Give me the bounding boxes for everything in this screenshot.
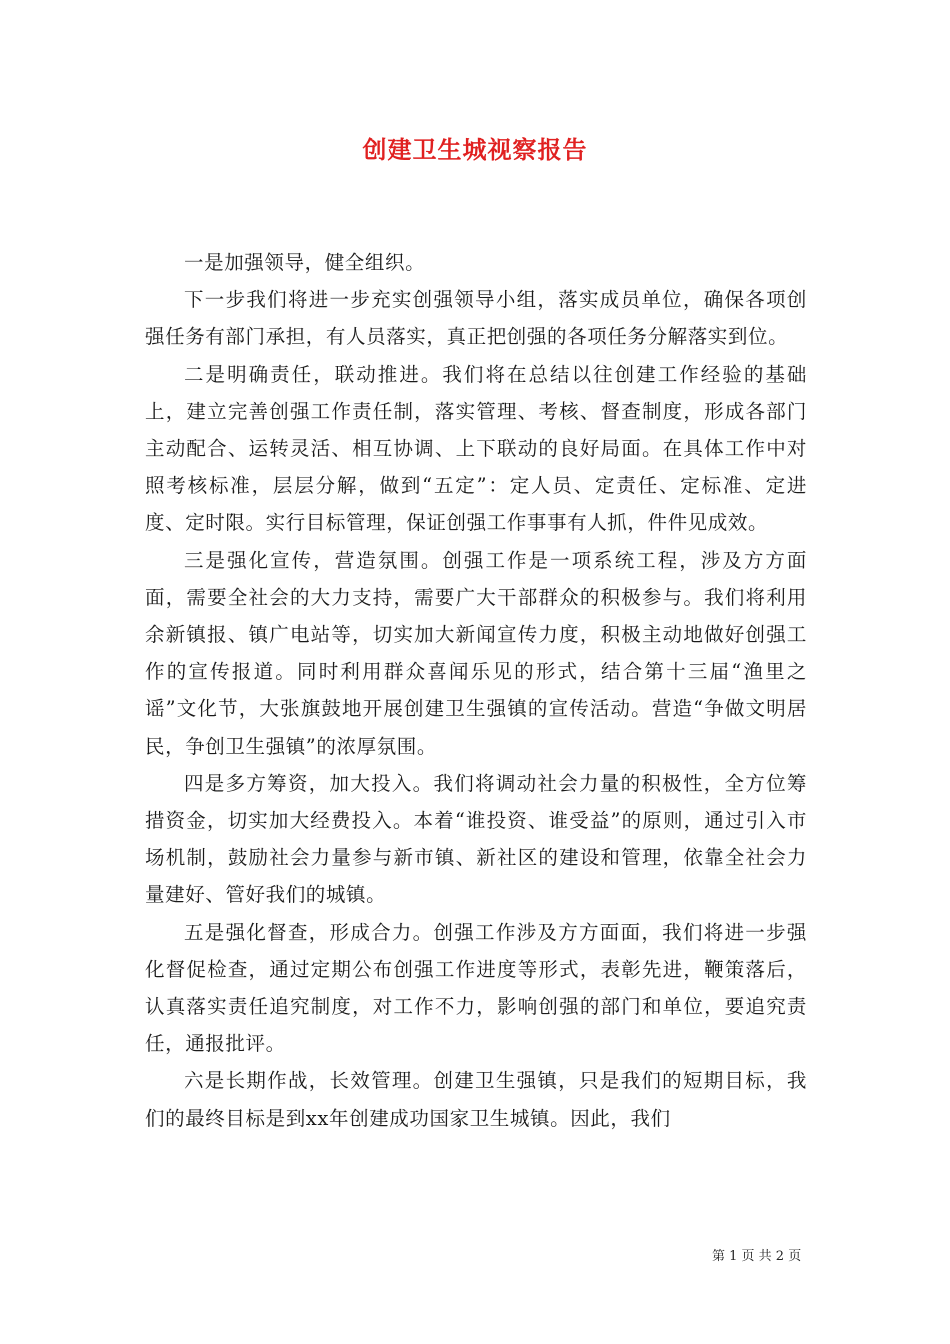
document-body [145, 244, 807, 1137]
paragraph-7: 六是长期作战，长效管理。创建卫生强镇，只是我们的短期目标，我们的最终目标是到xx年创建成功国家卫生城镇。因此，我们 [145, 1069, 807, 1130]
paragraph-6: 五是强化督查，形成合力。创强工作涉及方方面面，我们将进一步强化督促检查，通过定期公布创强工作进度等形式，表彰先进，鞭策落后，认真落实责任追究制度，对工作不力，影响创强的部门和单位，要追究责任，通报批评。 [145, 920, 807, 1056]
paragraph-2: 下一步我们将进一步充实创强领导小组，落实成员单位，确保各项创强任务有部门承担，有人员落实，真正把创强的各项任务分解落实到位。 [145, 288, 807, 349]
document-title: 创建卫生城视察报告 [362, 135, 588, 164]
paragraph-5: 四是多方筹资，加大投入。我们将调动社会力量的积极性，全方位筹措资金，切实加大经费投入。本着“谁投资、谁受益”的原则，通过引入市场机制，鼓励社会力量参与新市镇、新社区的建设和管理，依靠全社会力量建好、管好我们的城镇。 [145, 771, 807, 907]
paragraph-4: 三是强化宣传，营造氛围。创强工作是一项系统工程，涉及方方面面，需要全社会的大力支持，需要广大干部群众的积极参与。我们将利用余新镇报、镇广电站等，切实加大新闻宣传力度，积极主动地做好创强工作的宣传报道。同时利用群众喜闻乐见的形式，结合第十三届“渔里之谣”文化节，大张旗鼓地开展创建卫生强镇的宣传活动。营造“争做文明居民，争创卫生强镇”的浓厚氛围。 [145, 548, 807, 758]
page-number-footer: 第 1 页 共 2 页 [712, 1249, 802, 1264]
paragraph-3: 二是明确责任，联动推进。我们将在总结以往创建工作经验的基础上，建立完善创强工作责任制，落实管理、考核、督查制度，形成各部门主动配合、运转灵活、相互协调、上下联动的良好局面。在具体工作中对照考核标准，层层分解，做到“五定”：定人员、定责任、定标准、定进度、定时限。实行目标管理，保证创强工作事事有人抓，件件见成效。 [145, 362, 807, 535]
paragraph-1: 一是加强领导，健全组织。 [184, 251, 426, 274]
